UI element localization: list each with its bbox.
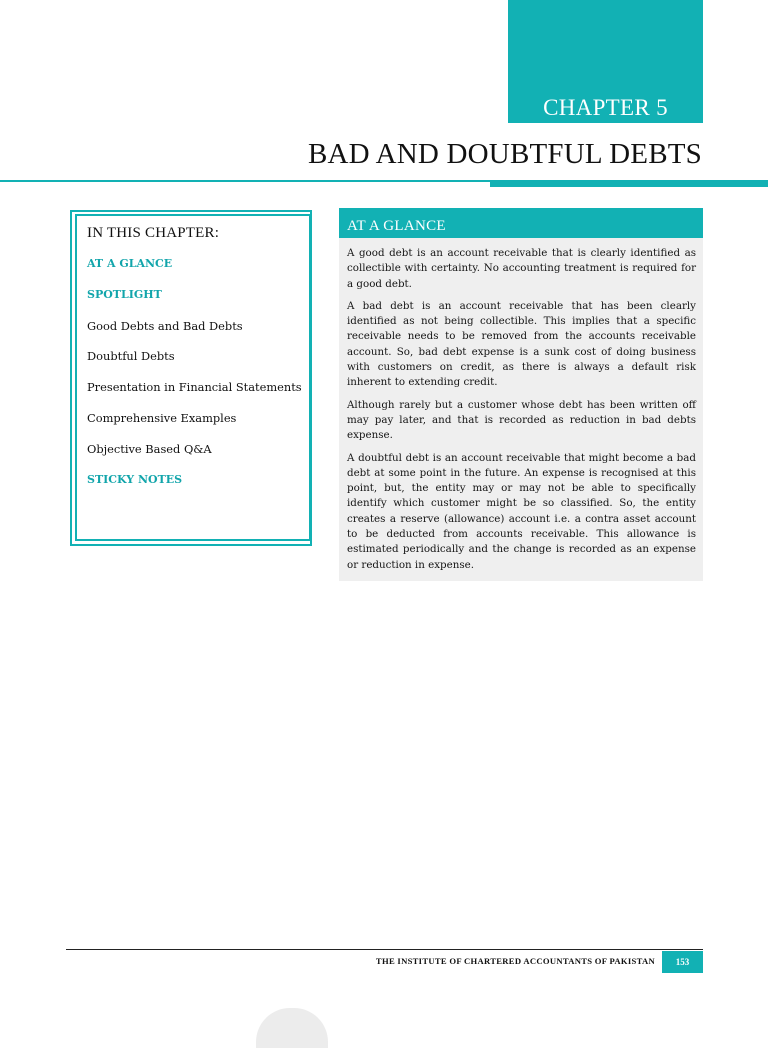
chapter-tab [508, 0, 703, 123]
page-number: 153 [662, 951, 703, 973]
glance-paragraph-bad-debt: A bad debt is an account receivable that has been clearly identified as not being collectible. This implies that a specific receivable needs to be removed from the accounts receivable account. So, bad debt expense is a sunk cost of doing business with customers on credit, as there is always a default risk inherent to extending credit. [347, 299, 696, 389]
contents-item-doubtful-debts[interactable]: Doubtful Debts [87, 349, 175, 364]
contents-item-objective-qa[interactable]: Objective Based Q&A [87, 441, 212, 456]
chapter-title: BAD AND DOUBTFUL DEBTS [307, 138, 702, 170]
contents-item-sticky-notes[interactable]: STICKY NOTES [87, 472, 183, 486]
chapter-label: CHAPTER 5 [543, 95, 668, 120]
contents-item-comprehensive-examples[interactable]: Comprehensive Examples [87, 410, 237, 425]
footer-rule [66, 949, 703, 950]
contents-item-at-a-glance[interactable]: AT A GLANCE [87, 257, 173, 270]
chapter-contents-box [75, 214, 311, 541]
contents-item-presentation[interactable]: Presentation in Financial Statements [87, 380, 302, 395]
glance-paragraph-good-debt: A good debt is an account receivable that is clearly identified as collectible with certainty. No accounting treatment is required for a good debt. [347, 247, 696, 290]
watermark-shape [256, 1008, 328, 1048]
contents-heading: IN THIS CHAPTER: [87, 225, 220, 241]
glance-paragraph-recovery: Although rarely but a customer whose debt has been written off may pay later, and that is recorded as reduction in bad debts expense. [347, 398, 696, 442]
at-a-glance-heading: AT A GLANCE [339, 208, 703, 238]
at-a-glance-panel [339, 208, 703, 581]
footer-institute: THE INSTITUTE OF CHARTERED ACCOUNTANTS OF PAKISTAN [375, 956, 655, 966]
glance-paragraph-doubtful-debt: A doubtful debt is an account receivable that might become a bad debt at some point in the future. An expense is recognised at this point, but, the entity may or may not be able to specifically identify which customer might be so classified. So, the entity creates a reserve (allowance) account i.e. a contra asset account to be deducted from accounts receivable. This allowance is estimated periodically and the change is recorded as an expense or reduction in expense. [347, 451, 696, 571]
title-rule-accent [490, 181, 768, 187]
contents-item-good-and-bad-debts[interactable]: Good Debts and Bad Debts [87, 318, 243, 333]
at-a-glance-body [339, 238, 703, 573]
contents-item-spotlight[interactable]: SPOTLIGHT [87, 287, 162, 301]
contents-list [87, 257, 302, 503]
